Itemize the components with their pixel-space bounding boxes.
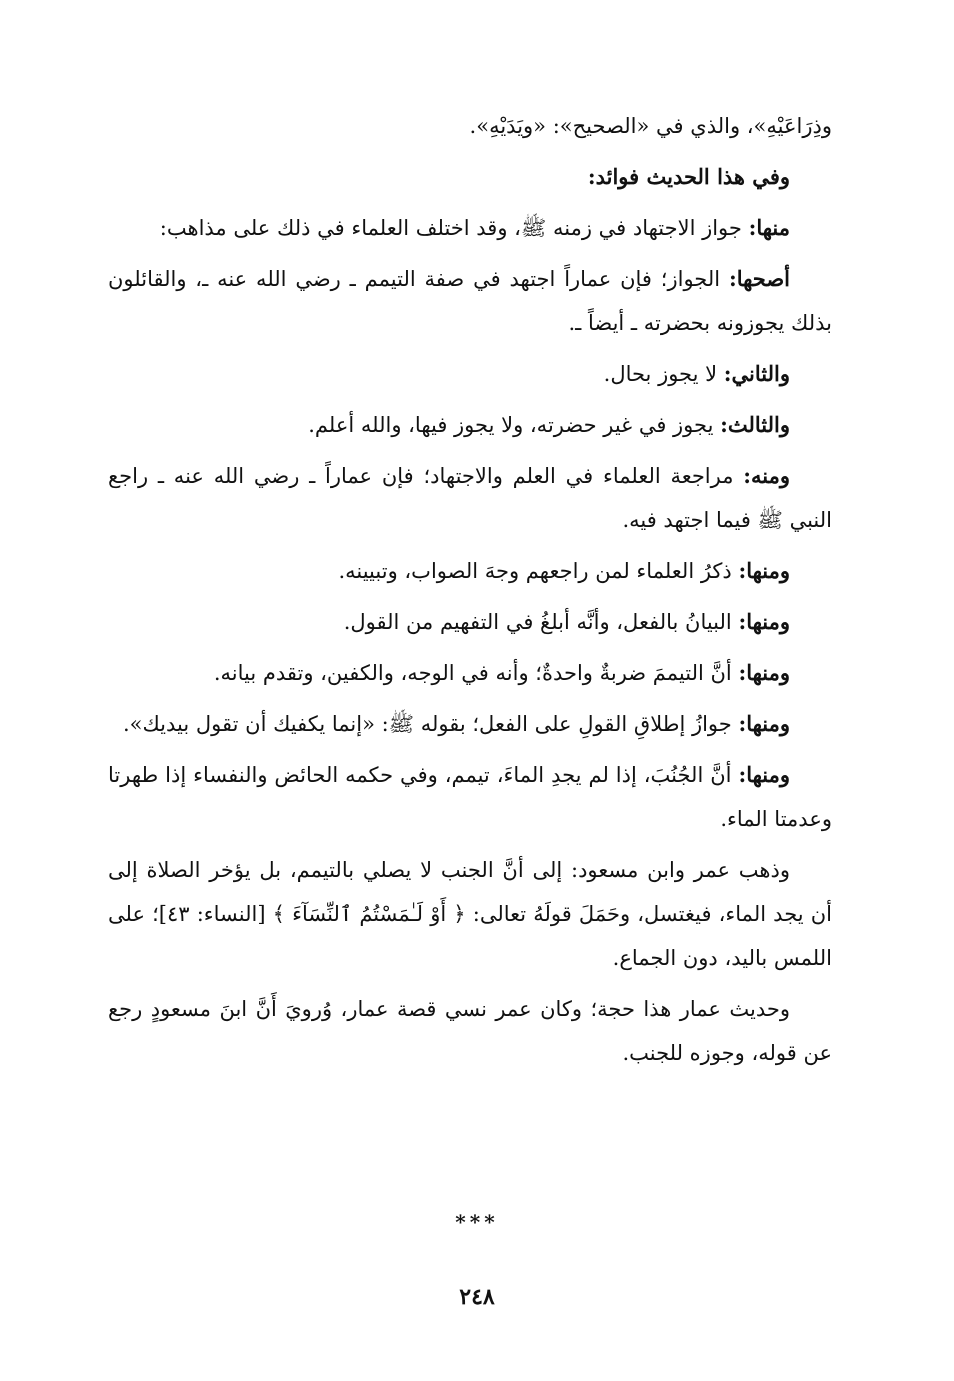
paragraph-text: وحديث عمار هذا حجة؛ وكان عمر نسي قصة عمار، وُرويَ أَنَّ ابنَ مسعودٍ رجع عن قوله، وجوزه للجنب. <box>108 997 832 1065</box>
paragraph-lead: ومنه: <box>743 463 790 488</box>
paragraph-lead: ومنها: <box>738 762 790 787</box>
paragraph-benefit-1 <box>108 206 832 250</box>
paragraph-text: الجواز؛ فإن عماراً اجتهد في صفة التيمم ـ رضي الله عنه ـ، والقائلون بذلك يجوزونه بحضرته ـ أيضاً ـ. <box>108 267 832 335</box>
paragraph-benefit-5 <box>108 651 832 695</box>
paragraph-lead: منها: <box>748 215 790 240</box>
paragraph-text: جوازُ إطلاقِ القولِ على الفعل؛ بقوله ﷺ: «إنما يكفيك أن تقول بيديك». <box>122 712 739 736</box>
paragraph-benefit-4 <box>108 600 832 644</box>
section-separator: *** <box>455 1210 499 1234</box>
paragraph-text: أنَّ التيممَ ضربةٌ واحدةٌ؛ وأنه في الوجه، والكفين، وتقدم بيانه. <box>213 661 739 685</box>
page-body <box>108 104 832 1082</box>
paragraph-text: لا يجوز بحال. <box>603 362 724 386</box>
paragraph-ammar-hadith <box>108 987 832 1075</box>
paragraph-lead: ومنها: <box>738 660 790 685</box>
paragraph-benefit-7 <box>108 753 832 841</box>
paragraph-lead: ومنها: <box>738 558 790 583</box>
paragraph-opinion-3 <box>108 403 832 447</box>
paragraph-lead: ومنها: <box>738 609 790 634</box>
paragraph-benefit-3 <box>108 549 832 593</box>
paragraph-umar-ibn-masud <box>108 848 832 980</box>
paragraph-text: البيانُ بالفعل، وأنَّه أبلغُ في التفهيم من القول. <box>343 610 739 634</box>
paragraph-benefit-6 <box>108 702 832 746</box>
paragraph-text: وذهب عمر وابن مسعود: إلى أنَّ الجنب لا يصلي بالتيمم، بل يؤخر الصلاة إلى أن يجد الماء، فيغتسل، وحَمَلَ قولَهُ تعالى: ﴿ أَوْ لَـٰمَسْتُمُ ٱلنِّسَآءَ ﴾ [النساء: ٤٣]؛ على اللمس باليد، دون الجماع. <box>108 858 833 970</box>
paragraph-text: أنَّ الجُنُبَ، إذا لم يجدِ الماءَ، تيمم، وفي حكمه الحائض والنفساء إذا طهرتا وعدمتا الماء. <box>108 763 832 831</box>
paragraph-continuation <box>108 104 832 148</box>
paragraph-text: جواز الاجتهاد في زمنه ﷺ، وقد اختلف العلماء في ذلك على مذاهب: <box>159 216 749 240</box>
paragraph-text: يجوز في غير حضرته، ولا يجوز فيها، والله أعلم. <box>308 413 721 437</box>
paragraph-lead: والثاني: <box>723 361 790 386</box>
paragraph-lead: أصحها: <box>728 266 790 291</box>
paragraph-opinion-1 <box>108 257 832 345</box>
paragraph-text: ذكرُ العلماء لمن راجعهم وجهَ الصواب، وتبيينه. <box>338 559 739 583</box>
paragraph-opinion-2 <box>108 352 832 396</box>
paragraph-text: وذِرَاعَيْهِ»، والذي في «الصحيح»: «ويَدَيْهِ». <box>469 114 832 138</box>
paragraph-lead: ومنها: <box>738 711 790 736</box>
paragraph-lead: وفي هذا الحديث فوائد: <box>587 164 790 189</box>
paragraph-benefit-2 <box>108 454 832 542</box>
page-number: ٢٤٨ <box>459 1284 495 1310</box>
paragraph-benefits-heading <box>108 155 832 199</box>
paragraph-text: مراجعة العلماء في العلم والاجتهاد؛ فإن عماراً ـ رضي الله عنه ـ راجع النبي ﷺ فيما اجتهد فيه. <box>108 464 832 532</box>
paragraph-lead: والثالث: <box>720 412 790 437</box>
